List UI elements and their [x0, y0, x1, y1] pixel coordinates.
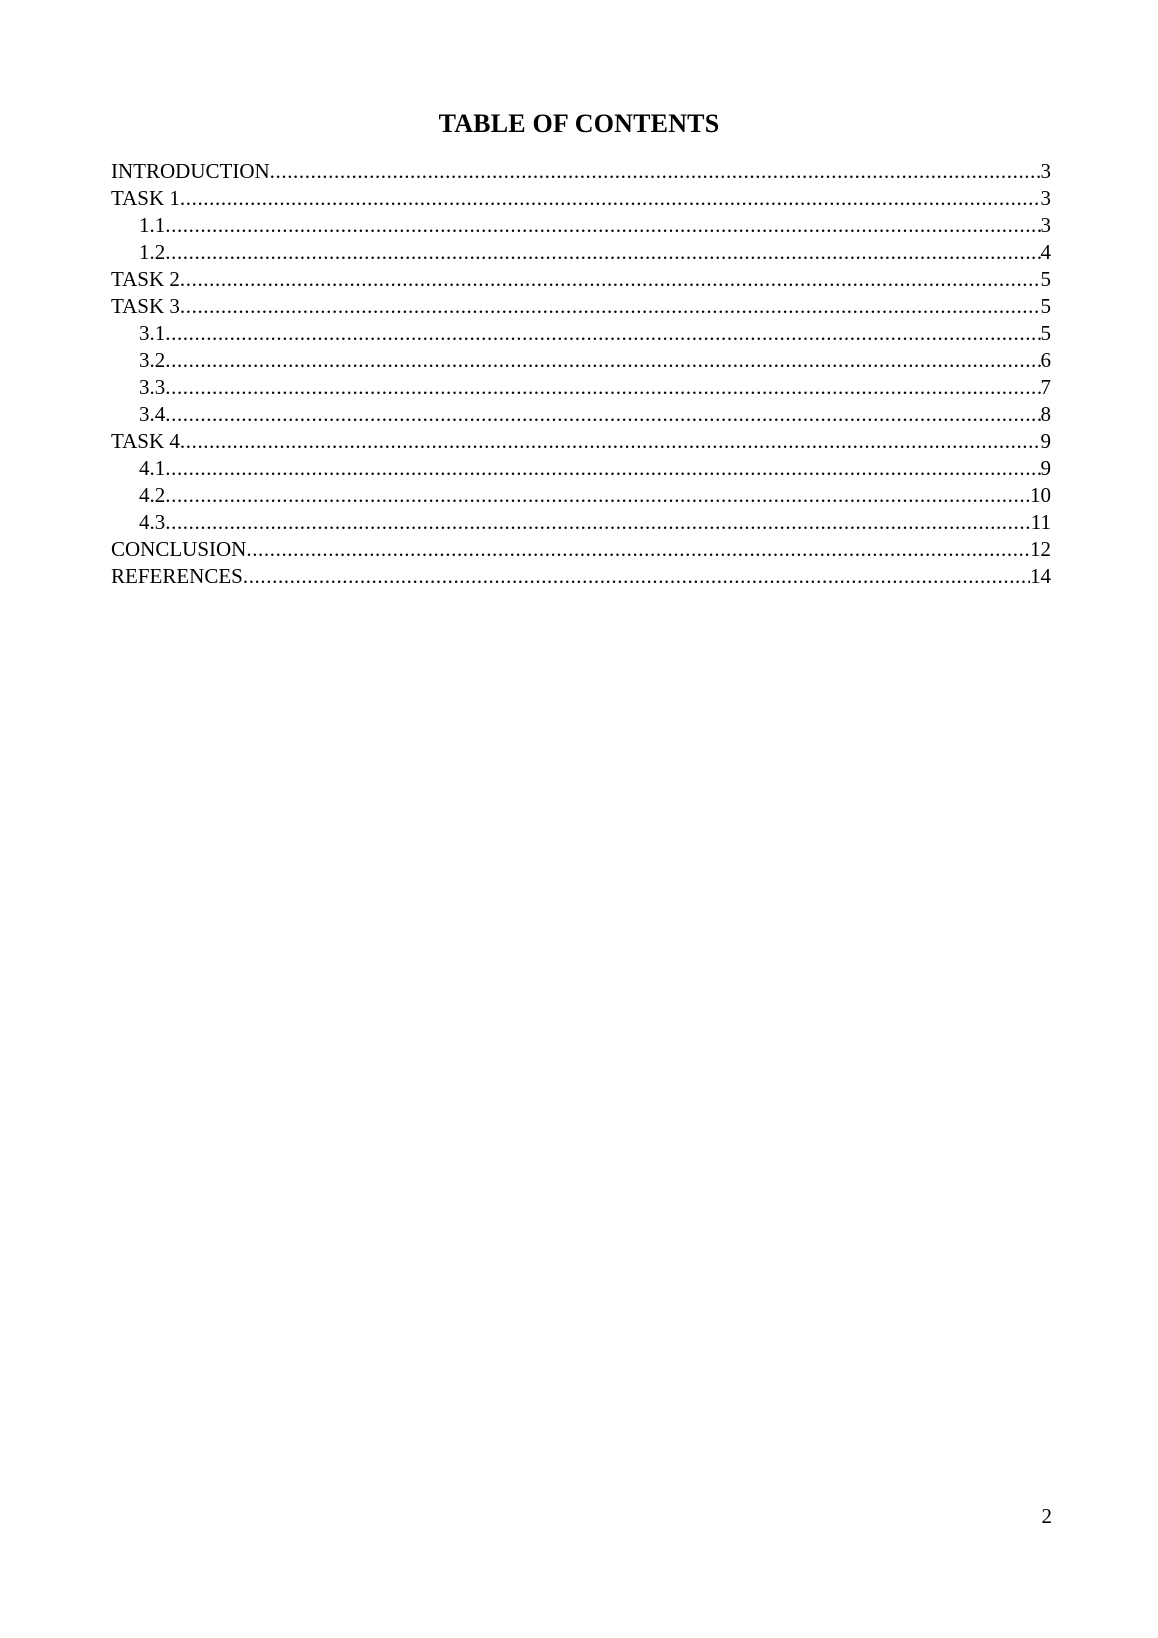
- toc-dot-leader: [243, 563, 1030, 590]
- toc-entry-label: 3.3: [139, 375, 166, 399]
- toc-entry[interactable]: [111, 482, 1051, 509]
- toc-dot-leader: [270, 158, 1041, 185]
- toc-entry-label: TASK 3: [111, 294, 180, 318]
- toc-entry-label: 4.2: [139, 483, 166, 507]
- toc-entry-label: TASK 1: [111, 186, 180, 210]
- toc-dot-leader: [180, 293, 1041, 320]
- toc-dot-leader: [165, 239, 1040, 266]
- toc-list: [111, 158, 1051, 590]
- toc-entry-label: 4.1: [139, 456, 166, 480]
- toc-entry[interactable]: [111, 239, 1051, 266]
- toc-entry-page: 5: [1040, 321, 1051, 345]
- toc-entry-page: 6: [1040, 348, 1051, 372]
- toc-entry[interactable]: [111, 158, 1051, 185]
- toc-entry[interactable]: [111, 536, 1051, 563]
- toc-dot-leader: [180, 185, 1041, 212]
- toc-entry[interactable]: [111, 428, 1051, 455]
- toc-entry-label: 3.4: [139, 402, 166, 426]
- toc-dot-leader: [180, 428, 1041, 455]
- toc-entry-page: 3: [1040, 213, 1051, 237]
- toc-entry-page: 12: [1030, 537, 1051, 561]
- toc-entry-page: 3: [1040, 186, 1051, 210]
- toc-entry-label: 1.2: [139, 240, 166, 264]
- toc-entry[interactable]: [111, 509, 1051, 536]
- toc-entry[interactable]: [111, 401, 1051, 428]
- toc-entry[interactable]: [111, 320, 1051, 347]
- toc-dot-leader: [165, 347, 1040, 374]
- toc-entry-page: 3: [1040, 159, 1051, 183]
- toc-entry-page: 11: [1030, 510, 1051, 534]
- toc-entry-label: CONCLUSION: [111, 537, 247, 561]
- toc-entry[interactable]: [111, 266, 1051, 293]
- toc-entry-page: 14: [1030, 564, 1051, 588]
- toc-entry-label: TASK 4: [111, 429, 180, 453]
- page-number: 2: [1041, 1504, 1052, 1528]
- toc-entry[interactable]: [111, 455, 1051, 482]
- toc-entry-page: 4: [1040, 240, 1051, 264]
- toc-entry[interactable]: [111, 185, 1051, 212]
- toc-entry-page: 9: [1040, 429, 1051, 453]
- toc-dot-leader: [165, 401, 1040, 428]
- toc-dot-leader: [165, 482, 1030, 509]
- toc-entry-page: 5: [1040, 294, 1051, 318]
- toc-entry-page: 9: [1040, 456, 1051, 480]
- toc-entry[interactable]: [111, 293, 1051, 320]
- toc-entry-page: 8: [1040, 402, 1051, 426]
- toc-dot-leader: [165, 455, 1040, 482]
- toc-entry-label: TASK 2: [111, 267, 180, 291]
- toc-entry[interactable]: [111, 212, 1051, 239]
- toc-dot-leader: [165, 320, 1040, 347]
- toc-entry-label: 3.1: [139, 321, 166, 345]
- toc-dot-leader: [246, 536, 1030, 563]
- toc-entry-page: 5: [1040, 267, 1051, 291]
- toc-entry-label: 4.3: [139, 510, 166, 534]
- toc-dot-leader: [165, 212, 1040, 239]
- toc-entry-label: 3.2: [139, 348, 166, 372]
- toc-entry-label: 1.1: [139, 213, 166, 237]
- toc-entry-page: 7: [1040, 375, 1051, 399]
- toc-entry-label: REFERENCES: [111, 564, 243, 588]
- toc-entry[interactable]: [111, 347, 1051, 374]
- toc-entry-page: 10: [1030, 483, 1051, 507]
- toc-entry[interactable]: [111, 374, 1051, 401]
- toc-dot-leader: [180, 266, 1041, 293]
- toc-title: TABLE OF CONTENTS: [438, 109, 720, 138]
- toc-entry-label: INTRODUCTION: [111, 159, 270, 183]
- toc-dot-leader: [165, 509, 1031, 536]
- toc-dot-leader: [165, 374, 1040, 401]
- toc-entry[interactable]: [111, 563, 1051, 590]
